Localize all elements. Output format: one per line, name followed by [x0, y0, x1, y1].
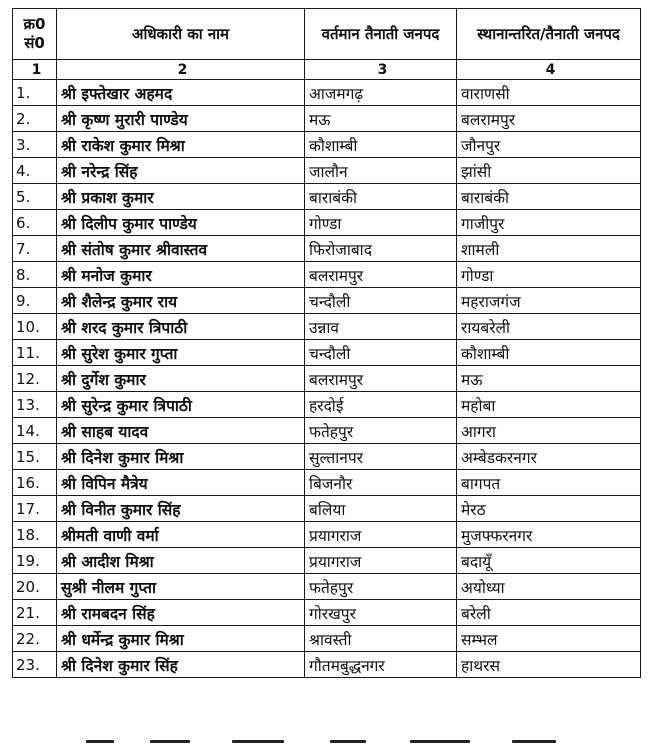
- officer-name-cell: श्री आदीश मिश्रा: [57, 548, 305, 574]
- table-row: [13, 652, 641, 678]
- officer-name-cell: श्रीमती वाणी वर्मा: [57, 522, 305, 548]
- transferred-district-cell: जौनपुर: [457, 132, 641, 158]
- current-district-cell: हरदोई: [305, 392, 457, 418]
- table-row: [13, 158, 641, 184]
- serial-number-cell: 19.: [13, 548, 57, 574]
- officer-name-cell: श्री दिनेश कुमार मिश्रा: [57, 444, 305, 470]
- table-row: [13, 418, 641, 444]
- current-district-cell: फिरोजाबाद: [305, 236, 457, 262]
- serial-number-cell: 17.: [13, 496, 57, 522]
- serial-number-cell: 23.: [13, 652, 57, 678]
- table-row: [13, 80, 641, 106]
- officer-name-cell: श्री नरेन्द्र सिंह: [57, 158, 305, 184]
- table-row: [13, 106, 641, 132]
- current-district-cell: कौशाम्बी: [305, 132, 457, 158]
- current-district-cell: गोण्डा: [305, 210, 457, 236]
- officer-name-cell: श्री प्रकाश कुमार: [57, 184, 305, 210]
- officer-name-cell: श्री इफ्तेखार अहमद: [57, 80, 305, 106]
- serial-number-cell: 12.: [13, 366, 57, 392]
- officer-name-cell: श्री सुरेन्द्र कुमार त्रिपाठी: [57, 392, 305, 418]
- table-row: [13, 288, 641, 314]
- header-transferred-district: स्थानान्तरित/तैनाती जनपद: [457, 9, 641, 60]
- transferred-district-cell: बाराबंकी: [457, 184, 641, 210]
- serial-number-cell: 7.: [13, 236, 57, 262]
- current-district-cell: बलरामपुर: [305, 262, 457, 288]
- current-district-cell: प्रयागराज: [305, 522, 457, 548]
- transferred-district-cell: शामली: [457, 236, 641, 262]
- officer-name-cell: सुश्री नीलम गुप्ता: [57, 574, 305, 600]
- current-district-cell: फतेहपुर: [305, 574, 457, 600]
- transferred-district-cell: बदायूँ: [457, 548, 641, 574]
- table-row: [13, 574, 641, 600]
- transferred-district-cell: सम्भल: [457, 626, 641, 652]
- column-number: 2: [57, 60, 305, 80]
- table-body: [13, 80, 641, 678]
- officer-name-cell: श्री शैलेन्द्र कुमार राय: [57, 288, 305, 314]
- table-row: [13, 392, 641, 418]
- current-district-cell: चन्दौली: [305, 288, 457, 314]
- current-district-cell: सुल्तानपर: [305, 444, 457, 470]
- officer-name-cell: श्री धर्मेन्द्र कुमार मिश्रा: [57, 626, 305, 652]
- transferred-district-cell: हाथरस: [457, 652, 641, 678]
- transferred-district-cell: महोबा: [457, 392, 641, 418]
- officer-name-cell: श्री साहब यादव: [57, 418, 305, 444]
- serial-number-cell: 10.: [13, 314, 57, 340]
- transferred-district-cell: कौशाम्बी: [457, 340, 641, 366]
- header-current-district: वर्तमान तैनाती जनपद: [305, 9, 457, 60]
- serial-number-cell: 15.: [13, 444, 57, 470]
- transferred-district-cell: गाजीपुर: [457, 210, 641, 236]
- current-district-cell: मऊ: [305, 106, 457, 132]
- table-row: [13, 600, 641, 626]
- officer-name-cell: श्री रामबदन सिंह: [57, 600, 305, 626]
- table-row: [13, 236, 641, 262]
- current-district-cell: बलिया: [305, 496, 457, 522]
- serial-number-cell: 6.: [13, 210, 57, 236]
- current-district-cell: चन्दौली: [305, 340, 457, 366]
- serial-number-cell: 16.: [13, 470, 57, 496]
- current-district-cell: श्रावस्ती: [305, 626, 457, 652]
- transferred-district-cell: झांसी: [457, 158, 641, 184]
- serial-number-cell: 8.: [13, 262, 57, 288]
- table-row: [13, 132, 641, 158]
- serial-number-cell: 4.: [13, 158, 57, 184]
- transferred-district-cell: गोण्डा: [457, 262, 641, 288]
- transferred-district-cell: मऊ: [457, 366, 641, 392]
- column-number: 4: [457, 60, 641, 80]
- transferred-district-cell: बरेली: [457, 600, 641, 626]
- current-district-cell: गोरखपुर: [305, 600, 457, 626]
- cropped-text-fragment: [0, 734, 650, 746]
- officer-name-cell: श्री विनीत कुमार सिंह: [57, 496, 305, 522]
- serial-number-cell: 22.: [13, 626, 57, 652]
- officer-name-cell: श्री कृष्ण मुरारी पाण्डेय: [57, 106, 305, 132]
- current-district-cell: फतेहपुर: [305, 418, 457, 444]
- table-row: [13, 210, 641, 236]
- column-number-row: [13, 60, 641, 80]
- transferred-district-cell: बागपत: [457, 470, 641, 496]
- serial-number-cell: 2.: [13, 106, 57, 132]
- serial-number-cell: 11.: [13, 340, 57, 366]
- serial-number-cell: 21.: [13, 600, 57, 626]
- document-page: [12, 8, 640, 678]
- transferred-district-cell: आगरा: [457, 418, 641, 444]
- current-district-cell: आजमगढ़: [305, 80, 457, 106]
- current-district-cell: उन्नाव: [305, 314, 457, 340]
- table-row: [13, 314, 641, 340]
- officer-name-cell: श्री दुर्गेश कुमार: [57, 366, 305, 392]
- table-row: [13, 522, 641, 548]
- transferred-district-cell: अम्बेडकरनगर: [457, 444, 641, 470]
- header-serial-number: क्र0 सं0: [13, 9, 57, 60]
- officer-name-cell: श्री दिलीप कुमार पाण्डेय: [57, 210, 305, 236]
- table-row: [13, 548, 641, 574]
- officer-name-cell: श्री विपिन मैत्रेय: [57, 470, 305, 496]
- table-row: [13, 366, 641, 392]
- table-row: [13, 184, 641, 210]
- officer-name-cell: श्री दिनेश कुमार सिंह: [57, 652, 305, 678]
- transferred-district-cell: मुजफ्फरनगर: [457, 522, 641, 548]
- serial-number-cell: 20.: [13, 574, 57, 600]
- column-number: 3: [305, 60, 457, 80]
- transferred-district-cell: महराजगंज: [457, 288, 641, 314]
- transferred-district-cell: वाराणसी: [457, 80, 641, 106]
- transfer-table: [12, 8, 641, 678]
- header-officer-name: अधिकारी का नाम: [57, 9, 305, 60]
- table-row: [13, 340, 641, 366]
- officer-name-cell: श्री सुरेश कुमार गुप्ता: [57, 340, 305, 366]
- table-row: [13, 626, 641, 652]
- transferred-district-cell: रायबरेली: [457, 314, 641, 340]
- table-header-row: [13, 9, 641, 60]
- serial-number-cell: 18.: [13, 522, 57, 548]
- current-district-cell: बाराबंकी: [305, 184, 457, 210]
- table-row: [13, 496, 641, 522]
- transferred-district-cell: बलरामपुर: [457, 106, 641, 132]
- serial-number-cell: 14.: [13, 418, 57, 444]
- current-district-cell: बिजनौर: [305, 470, 457, 496]
- transferred-district-cell: अयोध्या: [457, 574, 641, 600]
- table-row: [13, 262, 641, 288]
- column-number: 1: [13, 60, 57, 80]
- serial-number-cell: 5.: [13, 184, 57, 210]
- serial-number-cell: 9.: [13, 288, 57, 314]
- serial-number-cell: 1.: [13, 80, 57, 106]
- current-district-cell: बलरामपुर: [305, 366, 457, 392]
- transferred-district-cell: मेरठ: [457, 496, 641, 522]
- officer-name-cell: श्री संतोष कुमार श्रीवास्तव: [57, 236, 305, 262]
- serial-number-cell: 3.: [13, 132, 57, 158]
- officer-name-cell: श्री मनोज कुमार: [57, 262, 305, 288]
- officer-name-cell: श्री राकेश कुमार मिश्रा: [57, 132, 305, 158]
- current-district-cell: गौतमबुद्धनगर: [305, 652, 457, 678]
- serial-number-cell: 13.: [13, 392, 57, 418]
- current-district-cell: प्रयागराज: [305, 548, 457, 574]
- table-row: [13, 470, 641, 496]
- table-row: [13, 444, 641, 470]
- officer-name-cell: श्री शरद कुमार त्रिपाठी: [57, 314, 305, 340]
- current-district-cell: जालौन: [305, 158, 457, 184]
